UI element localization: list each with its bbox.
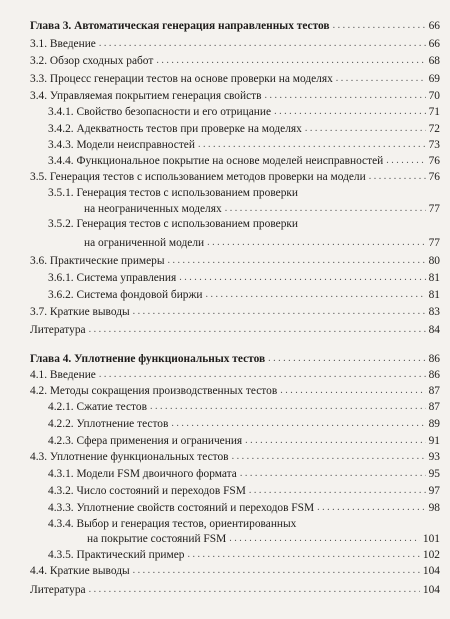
dot-leader (133, 564, 420, 577)
toc-entry[interactable] (30, 73, 440, 86)
dot-leader (232, 450, 426, 463)
dot-leader (171, 417, 425, 430)
toc-entry[interactable] (30, 55, 440, 68)
page-number: 86 (428, 369, 440, 381)
toc-subentry[interactable] (48, 518, 440, 546)
page-number: 81 (428, 272, 440, 284)
toc-subentry[interactable] (48, 106, 440, 119)
entry-title: 3.5.2. Генерация тестов с использованием проверки (48, 218, 299, 230)
dot-leader (89, 323, 426, 336)
page-number: 84 (428, 324, 440, 336)
page-number: 89 (428, 418, 440, 430)
toc-entry[interactable] (30, 38, 440, 51)
page-number: 66 (428, 20, 440, 32)
entry-title: 4.3. Уплотнение функциональных тестов (30, 451, 229, 463)
dot-leader (245, 434, 425, 447)
page-number: 104 (422, 584, 440, 596)
toc-entry[interactable] (30, 171, 440, 184)
page-number: 98 (428, 502, 440, 514)
dot-leader (280, 384, 425, 397)
dot-leader (268, 352, 425, 365)
dot-leader (179, 271, 425, 284)
entry-title: 4.3.3. Уплотнение свойств состояний и переходов FSM (48, 502, 315, 514)
entry-title-continued: на ограниченной модели (84, 237, 205, 249)
chapter3-heading[interactable] (30, 20, 440, 33)
dot-leader (305, 122, 426, 135)
entry-title: 3.1. Введение (30, 38, 96, 50)
page-number: 80 (428, 255, 440, 267)
dot-leader (333, 19, 426, 32)
page-number: 101 (422, 533, 440, 545)
entry-title: 3.4.4. Функциональное покрытие на основе моделей неисправностей (48, 155, 384, 167)
toc-subentry[interactable] (48, 418, 440, 431)
chapter-title: Глава 3. Автоматическая генерация направленных тестов (30, 20, 330, 32)
entry-title: 3.6. Практические примеры (30, 255, 165, 267)
page-number: 76 (428, 155, 440, 167)
dot-leader (229, 532, 420, 545)
entry-title: 3.4.1. Свойство безопасности и его отрицание (48, 106, 272, 118)
page-number: 70 (428, 90, 440, 102)
entry-title: 4.2.1. Сжатие тестов (48, 401, 147, 413)
entry-title: 3.6.1. Система управления (48, 272, 177, 284)
page-number: 72 (428, 123, 440, 135)
dot-leader (198, 138, 426, 151)
dot-leader (369, 170, 426, 183)
entry-title-continued: на неограниченных моделях (84, 203, 222, 215)
entry-title: 4.3.1. Модели FSM двоичного формата (48, 468, 237, 480)
entry-title: 3.5.1. Генерация тестов с использованием проверки (48, 187, 299, 199)
entry-title: 3.4.3. Модели неисправностей (48, 139, 195, 151)
toc-subentry[interactable] (48, 139, 440, 152)
toc-subentry[interactable] (48, 218, 440, 250)
toc-subentry[interactable] (48, 401, 440, 414)
toc-subentry[interactable] (48, 485, 440, 498)
page-number: 68 (428, 55, 440, 67)
toc-entry[interactable] (30, 369, 440, 382)
toc-entry[interactable] (30, 584, 440, 597)
entry-title: 4.3.2. Число состояний и переходов FSM (48, 485, 246, 497)
chapter-title: Глава 4. Уплотнение функциональных тестов (30, 353, 266, 365)
entry-title: 4.4. Краткие выводы (30, 565, 130, 577)
page-number: 87 (428, 385, 440, 397)
entry-title-continued: на покрытие состояний FSM (87, 533, 227, 545)
toc-entry[interactable] (30, 90, 440, 103)
dot-leader (386, 154, 425, 167)
entry-title: 3.7. Краткие выводы (30, 306, 130, 318)
dot-leader (133, 305, 426, 318)
page-number: 69 (428, 73, 440, 85)
page-number: 81 (428, 289, 440, 301)
entry-title: 3.6.2. Система фондовой биржи (48, 289, 203, 301)
entry-title: 4.3.5. Практический пример (48, 549, 185, 561)
entry-title: 4.3.4. Выбор и генерация тестов, ориентированных (48, 518, 297, 530)
dot-leader (205, 288, 425, 301)
toc-entry[interactable] (30, 565, 440, 578)
dot-leader (168, 254, 426, 267)
entry-title: 3.4. Управляемая покрытием генерация свойств (30, 90, 262, 102)
page-number: 97 (428, 485, 440, 497)
entry-title: Литература (30, 584, 86, 596)
dot-leader (265, 89, 426, 102)
page-number: 71 (428, 106, 440, 118)
entry-title: 4.2.3. Сфера применения и ограничения (48, 435, 243, 447)
toc-subentry[interactable] (48, 549, 440, 562)
toc-entry[interactable] (30, 451, 440, 464)
chapter4-heading[interactable] (30, 353, 440, 366)
page-number: 66 (428, 38, 440, 50)
dot-leader (249, 484, 426, 497)
page-number: 77 (428, 237, 440, 249)
page-number: 95 (428, 468, 440, 480)
entry-title: Литература (30, 324, 86, 336)
dot-leader (336, 72, 426, 85)
entry-title: 3.4.2. Адекватность тестов при проверке на моделях (48, 123, 302, 135)
dot-leader (99, 37, 426, 50)
page-number: 83 (428, 306, 440, 318)
dot-leader (207, 236, 425, 249)
page-number: 93 (428, 451, 440, 463)
toc-subentry[interactable] (48, 155, 440, 168)
toc-entry[interactable] (30, 306, 440, 319)
page-number: 76 (428, 171, 440, 183)
dot-leader (89, 583, 420, 596)
entry-title: 3.3. Процесс генерации тестов на основе проверки на моделях (30, 73, 333, 85)
toc-subentry[interactable] (48, 187, 440, 216)
toc-entry[interactable] (30, 385, 440, 398)
entry-title: 4.2. Методы сокращения производственных тестов (30, 385, 278, 397)
toc-subentry[interactable] (48, 435, 440, 448)
toc-subentry[interactable] (48, 502, 440, 515)
dot-leader (317, 501, 426, 514)
entry-title: 4.1. Введение (30, 369, 96, 381)
dot-leader (225, 202, 426, 215)
dot-leader (187, 548, 419, 561)
dot-leader (150, 400, 426, 413)
toc-subentry[interactable] (48, 468, 440, 481)
page-number: 86 (428, 353, 440, 365)
page-number: 77 (428, 203, 440, 215)
page-number: 87 (428, 401, 440, 413)
page-number: 104 (422, 565, 440, 577)
dot-leader (99, 368, 426, 381)
dot-leader (156, 54, 425, 67)
page-number: 102 (422, 549, 440, 561)
entry-title: 4.2.2. Уплотнение тестов (48, 418, 169, 430)
toc-subentry[interactable] (48, 123, 440, 136)
dot-leader (240, 467, 426, 480)
entry-title: 3.2. Обзор сходных работ (30, 55, 154, 67)
toc-entry[interactable] (30, 324, 440, 337)
toc-entry[interactable] (30, 255, 440, 268)
page-number: 91 (428, 435, 440, 447)
toc-subentry[interactable] (48, 272, 440, 285)
toc-subentry[interactable] (48, 289, 440, 302)
dot-leader (274, 105, 426, 118)
entry-title: 3.5. Генерация тестов с использованием методов проверки на модели (30, 171, 366, 183)
page-number: 73 (428, 139, 440, 151)
